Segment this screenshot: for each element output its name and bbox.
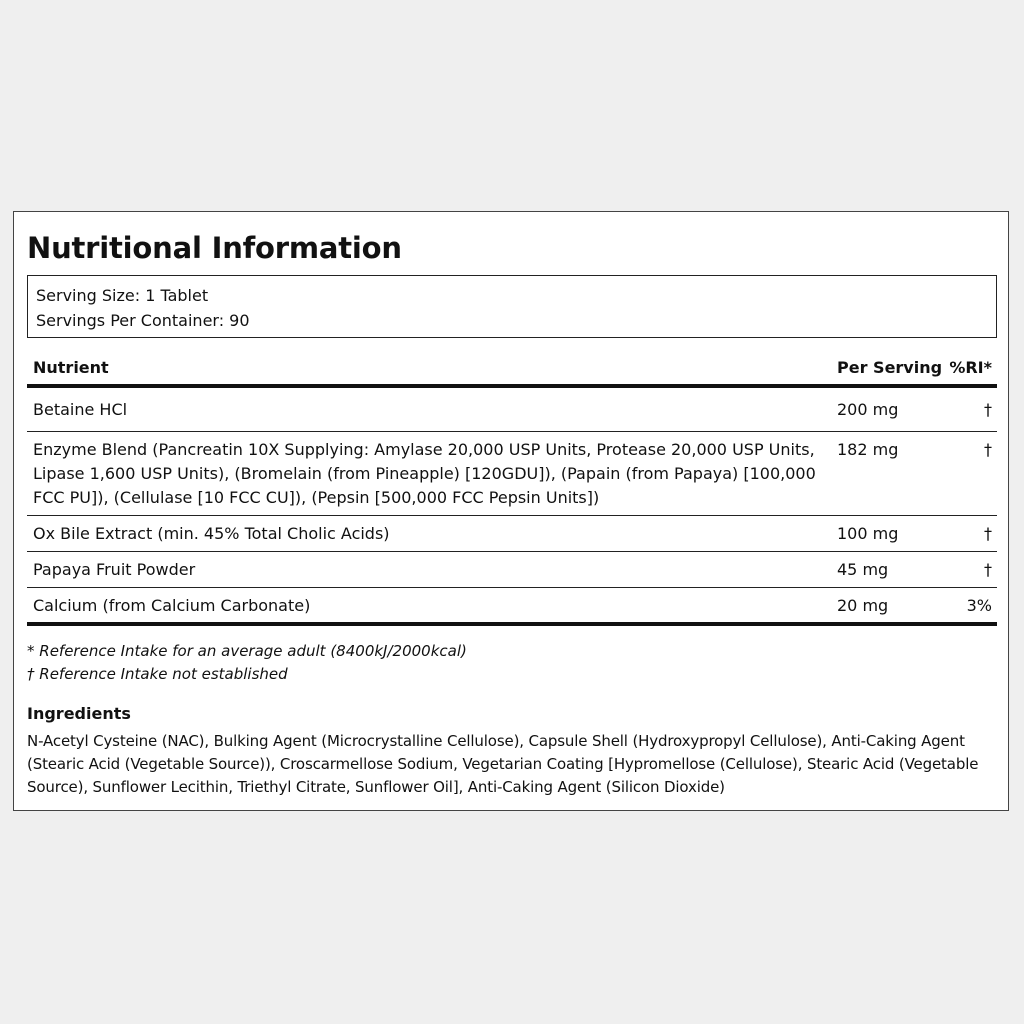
- nutrient-name: Enzyme Blend (Pancreatin 10X Supplying: Amylase 20,000 USP Units, Protease 20,000 USP Units, Lipase 1,600 USP Units), (Bromelain (from Pineapple) [120GDU]), (Papain (from Papaya) [100,000 FCC PU]), (Cellulase [10 FCC CU]), (Pepsin [500,000 FCC Pepsin Units]): [33, 440, 816, 507]
- table-row: [27, 516, 997, 552]
- page-title: Nutritional Information: [27, 231, 402, 265]
- ingredients-title: Ingredients: [27, 704, 131, 723]
- serving-info-box: [27, 275, 997, 338]
- header-per-serving: Per Serving: [837, 358, 943, 377]
- ingredients-text: N-Acetyl Cysteine (NAC), Bulking Agent (Microcrystalline Cellulose), Capsule Shell (Hydroxypropyl Cellulose), Anti-Caking Agent (Stearic Acid (Vegetable Source)), Croscarmellose Sodium, Vegetarian Coating [Hypromellose (Cellulose), Stearic Acid (Vegetable Source), Sunflower Lecithin, Triethyl Citrate, Sunflower Oil], Anti-Caking Agent (Silicon Dioxide): [27, 732, 979, 796]
- nutrient-table: [27, 352, 997, 626]
- nutrient-name: Betaine HCl: [33, 400, 128, 419]
- servings-per-container: Servings Per Container: 90: [36, 311, 250, 330]
- nutrient-ri: 3%: [966, 596, 992, 615]
- nutrient-ri: †: [984, 524, 992, 543]
- footnotes: [27, 640, 467, 686]
- nutrition-panel: [13, 211, 1009, 811]
- nutrient-name: Calcium (from Calcium Carbonate): [33, 596, 311, 615]
- table-header: [27, 352, 997, 388]
- header-nutrient: Nutrient: [33, 358, 109, 377]
- table-row: [27, 552, 997, 588]
- nutrient-amount: 100 mg: [837, 524, 899, 543]
- nutrient-ri: †: [984, 400, 992, 419]
- nutrient-amount: 182 mg: [837, 440, 899, 459]
- nutrient-ri: †: [984, 440, 992, 459]
- footnote-reference-intake: * Reference Intake for an average adult (8400kJ/2000kcal): [27, 642, 467, 660]
- nutrient-ri: †: [984, 560, 992, 579]
- table-row: [27, 588, 997, 626]
- nutrient-name: Ox Bile Extract (min. 45% Total Cholic Acids): [33, 524, 390, 543]
- serving-size: Serving Size: 1 Tablet: [36, 286, 209, 305]
- nutrient-amount: 200 mg: [837, 400, 899, 419]
- nutrient-name: Papaya Fruit Powder: [33, 560, 196, 579]
- table-row: [27, 432, 997, 516]
- footnote-not-established: † Reference Intake not established: [27, 665, 288, 683]
- header-ri: %RI*: [949, 358, 992, 377]
- table-row: [27, 388, 997, 432]
- nutrient-amount: 20 mg: [837, 596, 889, 615]
- nutrient-amount: 45 mg: [837, 560, 889, 579]
